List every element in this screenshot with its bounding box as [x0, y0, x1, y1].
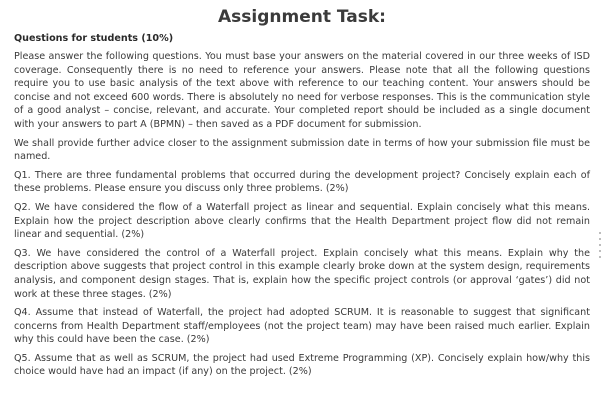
scroll-dot	[599, 250, 601, 252]
submission-note-paragraph: We shall provide further advice closer to the assignment submission date in terms of how your submission file must be named.	[14, 137, 590, 163]
question-3: Q3. We have considered the control of a Waterfall project. Explain concisely what this means. Explain why the description above suggests that project control in this example clearly broke down at the system design, requirements analysis, and component design stages. That is, explain how the specific project controls (or approval ‘gates’) did not work at these three stages. (2%)	[14, 247, 590, 300]
scroll-dot	[599, 256, 601, 258]
question-2: Q2. We have considered the flow of a Waterfall project as linear and sequential. Explain concisely what this means. Explain how the project description above clearly confirms that the Health Department project flow did not remain linear and sequential. (2%)	[14, 201, 590, 241]
scroll-dot	[599, 244, 601, 246]
question-1: Q1. There are three fundamental problems that occurred during the development project? Concisely explain each of these problems. Please ensure you discuss only three problems. (2%)	[14, 169, 590, 195]
page-title: Assignment Task:	[218, 7, 386, 27]
intro-paragraph: Please answer the following questions. You must base your answers on the material covered in our three weeks of ISD coverage. Consequently there is no need to reference your answers. Please note that all the following questions require you to use basic analysis of the text above with reference to our teaching content. Your answers should be concise and not exceed 600 words. There is absolutely no need for verbose responses. This is the communication style of a good analyst – concise, relevant, and accurate. Your completed report should be included as a single document with your answers to part A (BPMN) – then saved as a PDF document for submission.	[14, 51, 590, 130]
question-4: Q4. Assume that instead of Waterfall, the project had adopted SCRUM. It is reasonable to suggest that significant concerns from Health Department staff/employees (not the project team) may have been raised much earlier. Explain why this could have been the case. (2%)	[14, 307, 590, 346]
scroll-dot	[599, 238, 601, 240]
section-subheading: Questions for students (10%)	[14, 33, 174, 44]
assignment-document	[14, 0, 590, 384]
scroll-dot	[599, 232, 601, 234]
scroll-indicator[interactable]	[599, 232, 601, 262]
question-5: Q5. Assume that as well as SCRUM, the project had used Extreme Programming (XP). Concisely explain how/why this choice would have had an impact (if any) on the project. (2%)	[14, 352, 590, 378]
